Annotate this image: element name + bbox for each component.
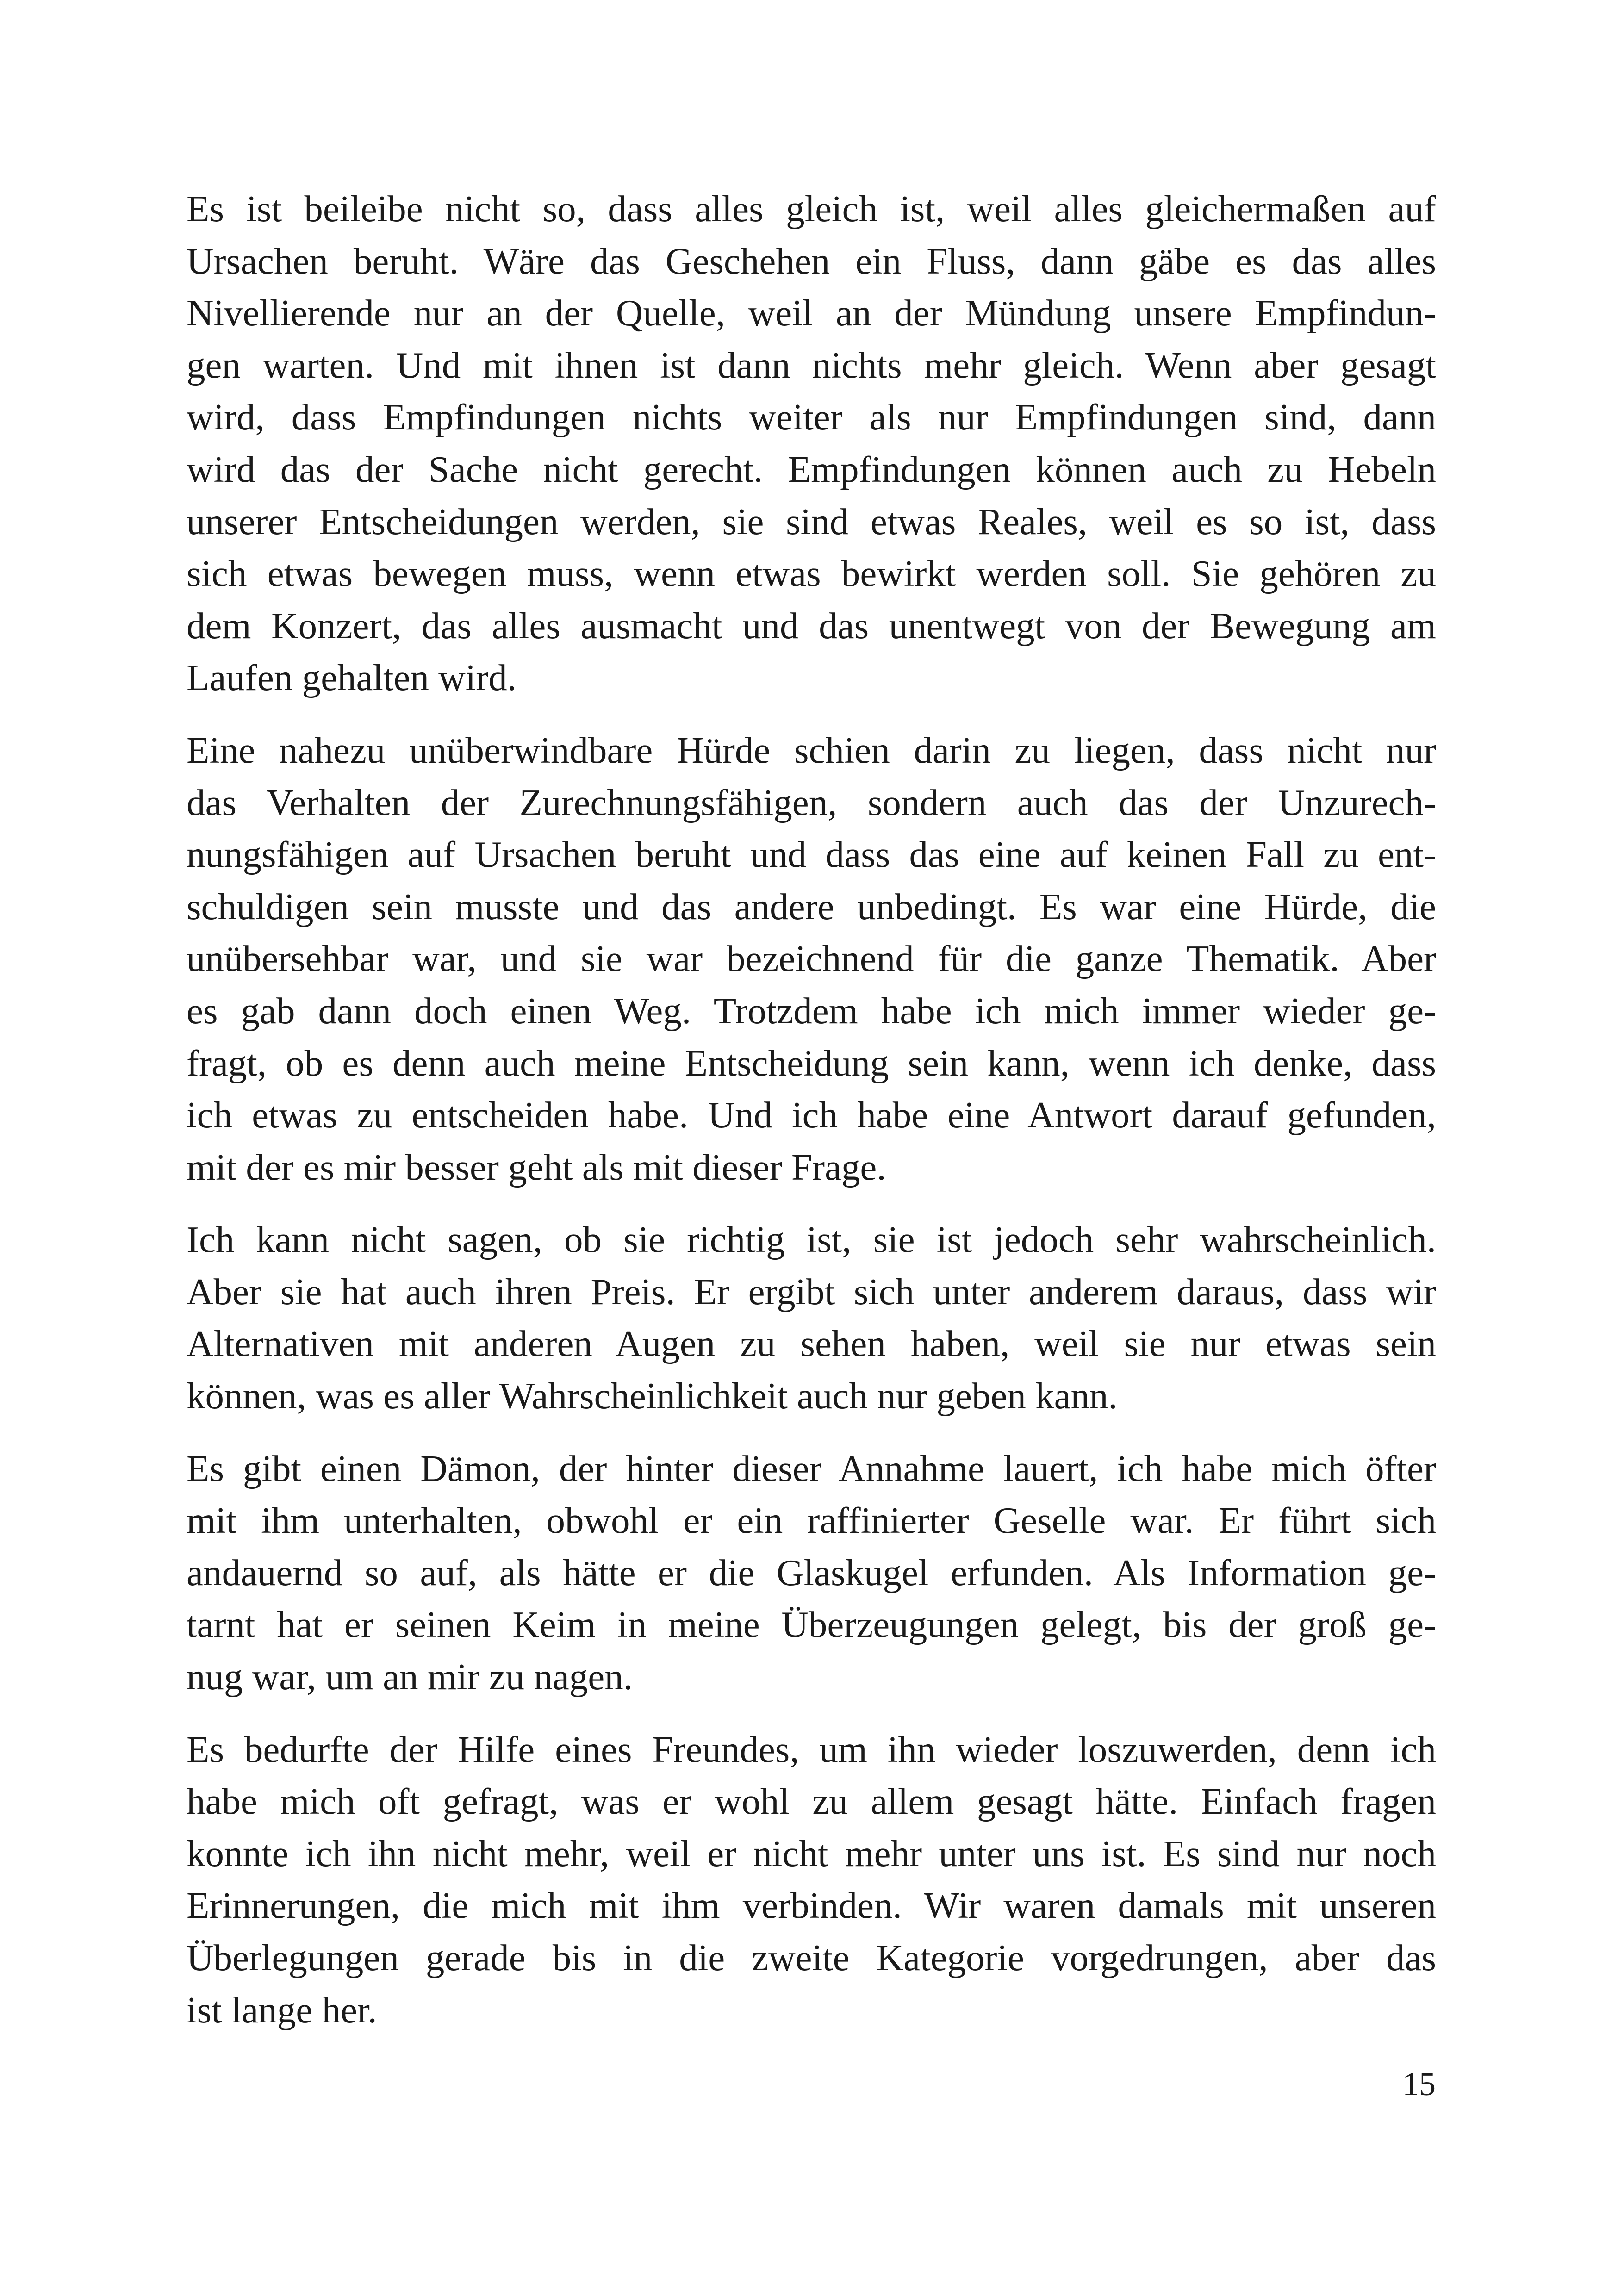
text-line: unserer Entscheidungen werden, sie sind etwas Reales, weil es so ist, dass: [187, 500, 1436, 542]
text-line: tarnt hat er seinen Keim in meine Überzeugungen gelegt, bis der groß ge-: [187, 1604, 1436, 1646]
text-line: gen warten. Und mit ihnen ist dann nichts mehr gleich. Wenn aber gesagt: [187, 344, 1436, 386]
text-line: schuldigen sein musste und das andere unbedingt. Es war eine Hürde, die: [187, 885, 1436, 927]
body-text: [187, 183, 1436, 2056]
paragraph-3: [187, 1213, 1436, 1422]
paragraph-1: [187, 183, 1436, 704]
text-line: können, was es aller Wahrscheinlichkeit auch nur geben kann.: [187, 1375, 1118, 1417]
text-line: Es bedurfte der Hilfe eines Freundes, um ihn wieder loszuwerden, denn ich: [187, 1728, 1436, 1770]
text-line: nug war, um an mir zu nagen.: [187, 1656, 633, 1698]
text-line: konnte ich ihn nicht mehr, weil er nicht mehr unter uns ist. Es sind nur noch: [187, 1832, 1436, 1874]
paragraph-2: [187, 724, 1436, 1193]
text-line: ich etwas zu entscheiden habe. Und ich habe eine Antwort darauf gefunden,: [187, 1094, 1436, 1136]
text-line: Erinnerungen, die mich mit ihm verbinden. Wir waren damals mit unseren: [187, 1885, 1436, 1927]
paragraph-4: [187, 1443, 1436, 1703]
page-number: 15: [1402, 2066, 1436, 2103]
text-line: Alternativen mit anderen Augen zu sehen haben, weil sie nur etwas sein: [187, 1323, 1436, 1365]
text-line: unübersehbar war, und sie war bezeichnend für die ganze Thematik. Aber: [187, 938, 1436, 980]
text-line: Es gibt einen Dämon, der hinter dieser Annahme lauert, ich habe mich öfter: [187, 1447, 1436, 1489]
text-line: mit der es mir besser geht als mit dieser Frage.: [187, 1146, 886, 1188]
text-line: Ich kann nicht sagen, ob sie richtig ist, sie ist jedoch sehr wahrscheinlich.: [187, 1219, 1436, 1261]
text-line: nungsfähigen auf Ursachen beruht und dass das eine auf keinen Fall zu ent-: [187, 834, 1436, 876]
text-line: sich etwas bewegen muss, wenn etwas bewirkt werden soll. Sie gehören zu: [187, 553, 1436, 595]
text-line: Nivellierende nur an der Quelle, weil an der Mündung unsere Empfindun-: [187, 292, 1436, 334]
text-line: es gab dann doch einen Weg. Trotzdem habe ich mich immer wieder ge-: [187, 989, 1436, 1032]
text-line: Eine nahezu unüberwindbare Hürde schien darin zu liegen, dass nicht nur: [187, 729, 1436, 771]
text-line: wird das der Sache nicht gerecht. Empfindungen können auch zu Hebeln: [187, 448, 1436, 490]
text-line: andauernd so auf, als hätte er die Glaskugel erfunden. Als Information ge-: [187, 1551, 1436, 1593]
text-line: mit ihm unterhalten, obwohl er ein raffinierter Geselle war. Er führt sich: [187, 1500, 1436, 1542]
text-line: das Verhalten der Zurechnungsfähigen, sondern auch das der Unzurech-: [187, 781, 1436, 823]
text-line: fragt, ob es denn auch meine Entscheidung sein kann, wenn ich denke, dass: [187, 1042, 1436, 1084]
text-line: Überlegungen gerade bis in die zweite Kategorie vorgedrungen, aber das: [187, 1937, 1436, 1979]
text-line: Aber sie hat auch ihren Preis. Er ergibt sich unter anderem daraus, dass wir: [187, 1270, 1436, 1313]
text-line: habe mich oft gefragt, was er wohl zu allem gesagt hätte. Einfach fragen: [187, 1780, 1436, 1823]
text-line: dem Konzert, das alles ausmacht und das unentwegt von der Bewegung am: [187, 604, 1436, 647]
text-line: ist lange her.: [187, 1989, 377, 2031]
text-line: Es ist beileibe nicht so, dass alles gleich ist, weil alles gleichermaßen auf: [187, 188, 1436, 230]
text-line: Laufen gehalten wird.: [187, 657, 517, 699]
paragraph-5: [187, 1724, 1436, 2036]
text-line: wird, dass Empfindungen nichts weiter als nur Empfindungen sind, dann: [187, 396, 1436, 438]
text-line: Ursachen beruht. Wäre das Geschehen ein Fluss, dann gäbe es das alles: [187, 240, 1436, 282]
